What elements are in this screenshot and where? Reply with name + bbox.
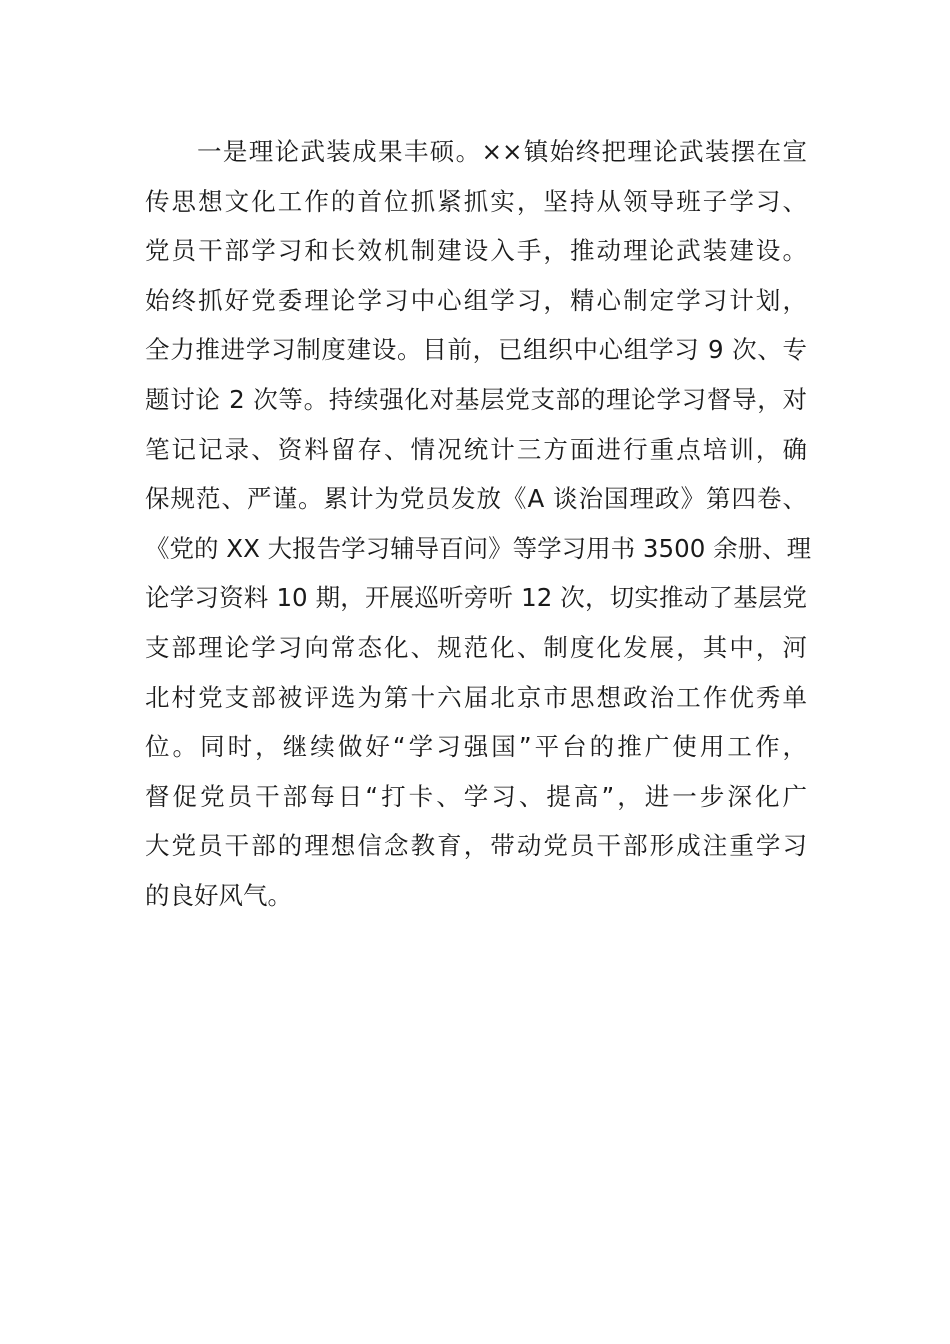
paragraph-line: 党员干部学习和长效机制建设入手，推动理论武装建设。 <box>145 236 807 266</box>
paragraph-line: 保规范、严谨。累计为党员发放《A 谈治国理政》第四卷、 <box>145 484 807 514</box>
paragraph-line: 始终抓好党委理论学习中心组学习，精心制定学习计划， <box>145 285 807 315</box>
body-paragraph <box>145 127 812 921</box>
paragraph-line: 督促党员干部每日“打卡、学习、提高”，进一步深化广 <box>145 781 807 811</box>
paragraph-line: 北村党支部被评选为第十六届北京市思想政治工作优秀单 <box>145 682 807 712</box>
paragraph-line: 的良好风气。 <box>145 880 292 910</box>
paragraph-line: 支部理论学习向常态化、规范化、制度化发展，其中，河 <box>145 632 807 662</box>
paragraph-line: 论学习资料 10 期，开展巡听旁听 12 次，切实推动了基层党 <box>145 583 807 613</box>
paragraph-line: 大党员干部的理想信念教育，带动党员干部形成注重学习 <box>145 831 807 861</box>
paragraph-line: 位。同时，继续做好“学习强国”平台的推广使用工作， <box>145 732 807 762</box>
paragraph-line: 笔记记录、资料留存、情况统计三方面进行重点培训，确 <box>145 434 807 464</box>
paragraph-line: 传思想文化工作的首位抓紧抓实，坚持从领导班子学习、 <box>145 186 807 216</box>
paragraph-line: 《党的 XX 大报告学习辅导百问》等学习用书 3500 余册、理 <box>145 533 812 563</box>
paragraph-line: 全力推进学习制度建设。目前，已组织中心组学习 9 次、专 <box>145 335 807 365</box>
paragraph-line: 题讨论 2 次等。持续强化对基层党支部的理论学习督导，对 <box>145 384 807 414</box>
paragraph-line: 一是理论武装成果丰硕。××镇始终把理论武装摆在宣 <box>197 137 807 166</box>
